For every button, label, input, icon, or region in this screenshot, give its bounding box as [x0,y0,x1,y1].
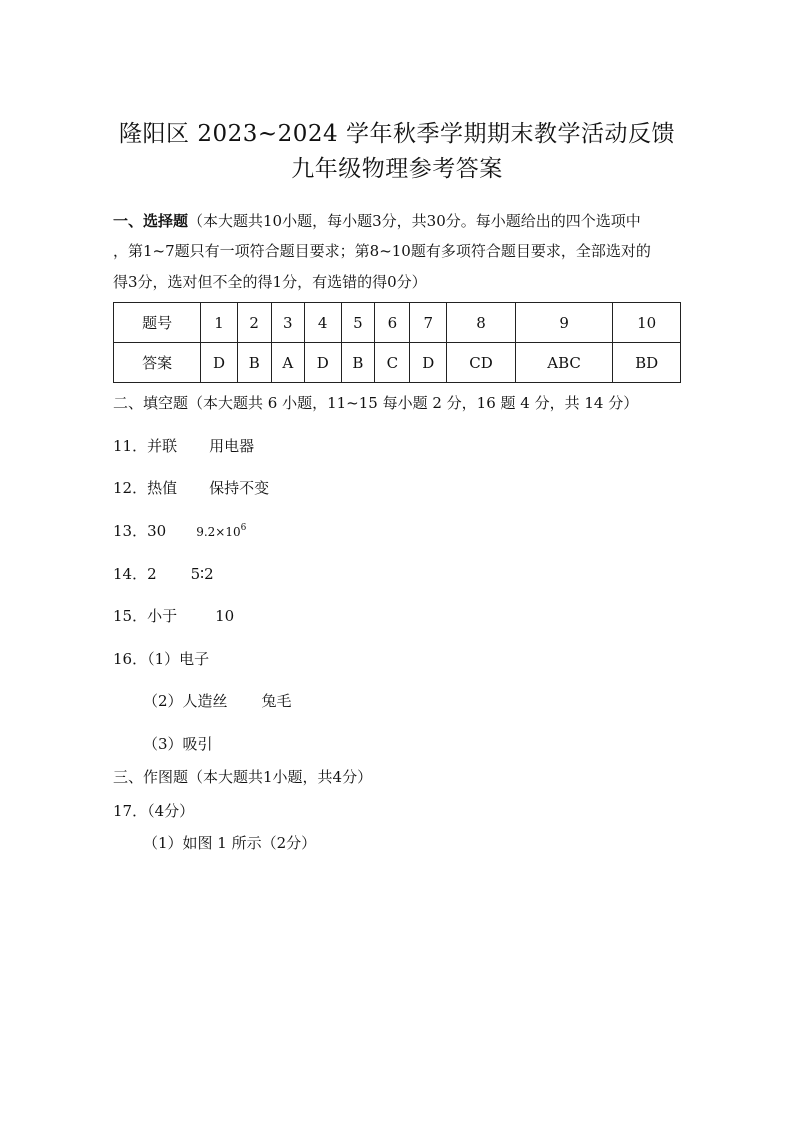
answer-text: 兔毛 [261,692,292,710]
answer-text: 小于 [147,607,178,625]
section1-desc3: 得3分，选对但不全的得1分，有选错的得0分） [113,273,427,291]
table-cell: D [201,343,238,383]
table-row-label: 答案 [114,343,201,383]
question-number: 16． [113,650,148,668]
table-cell: 1 [201,303,238,343]
answer-text: 30 [147,522,167,540]
table-row-numbers [114,303,681,343]
table-cell: 6 [375,303,410,343]
table-row-label: 题号 [114,303,201,343]
question-number: 11． [113,437,148,455]
table-cell: 10 [613,303,681,343]
question-number: 12． [113,479,148,497]
table-cell: B [341,343,375,383]
question-number: 14． [113,565,148,583]
answer-text: 用电器 [209,437,255,455]
table-cell: 5 [341,303,375,343]
answer-text: （2）人造丝 [143,692,228,710]
table-cell: A [271,343,304,383]
table-cell: CD [447,343,516,383]
answer-text: （1）电子 [147,650,210,668]
page-title: 隆阳区 2023~2024 学年秋季学期期末教学活动反馈 [119,121,675,147]
answer-text: 9.2×10 [196,525,241,539]
question-number: 15． [113,607,148,625]
table-cell: D [304,343,341,383]
answer-13 [113,520,246,541]
section1-heading: 一、选择题 [113,212,189,230]
section1-line1 [113,210,641,231]
answer-12 [113,477,269,498]
answer-11 [113,435,254,456]
answer-text: 10 [215,607,235,625]
table-cell: BD [613,343,681,383]
table-cell: 3 [271,303,304,343]
section1-desc2: ，第1~7题只有一项符合题目要求；第8~10题有多项符合题目要求，全部选对的 [113,242,651,260]
table-cell: B [237,343,271,383]
answer-16-part3: （3）吸引 [143,735,213,753]
page-subtitle: 九年级物理参考答案 [291,156,503,182]
section2-heading: 二、填空题（本大题共 6 小题，11~15 每小题 2 分，16 题 4 分，共 14 分） [113,394,639,412]
section3-heading: 三、作图题（本大题共1小题，共4分） [113,768,373,786]
question-number: 13． [113,522,148,540]
answer-text: 保持不变 [209,479,270,497]
answer-text: 2 [147,565,157,583]
answer-text: 5∶2 [190,565,214,583]
answer-text: 并联 [147,437,178,455]
answer-16-part2 [143,690,292,711]
answer-15 [113,605,234,626]
table-cell: 2 [237,303,271,343]
answer-16 [113,648,209,669]
answer-text: 热值 [147,479,178,497]
table-cell: 7 [410,303,447,343]
section1-desc1: （本大题共10小题，每小题3分，共30分。每小题给出的四个选项中 [188,212,641,230]
answer-14 [113,563,214,584]
table-cell: ABC [515,343,612,383]
exponent: 6 [240,523,247,533]
table-cell: 8 [447,303,516,343]
answer-17: 17．（4分） [113,802,195,820]
table-cell: 4 [304,303,341,343]
table-row-answers [114,343,681,383]
table-cell: D [410,343,447,383]
table-cell: 9 [515,303,612,343]
answer-17-part1: （1）如图 1 所示（2分） [143,834,317,852]
table-cell: C [375,343,410,383]
answer-table [113,302,681,383]
